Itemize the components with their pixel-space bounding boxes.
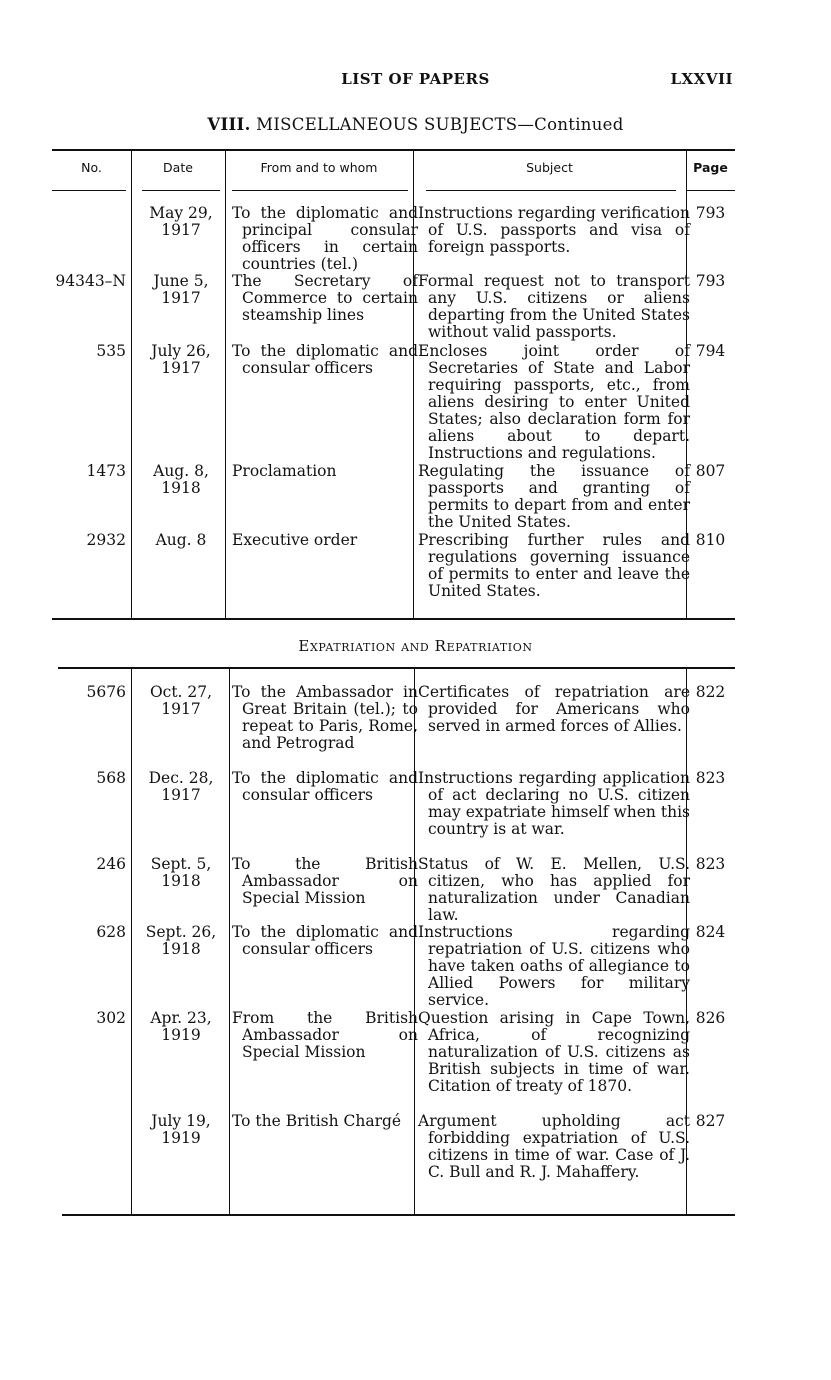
row-subject: Formal request not to transport any U.S. citizens or aliens departing from the United States without valid passports.	[418, 272, 690, 341]
section-name: MISCELLANEOUS SUBJECTS—Continued	[256, 115, 624, 134]
row-page: 823	[695, 855, 726, 873]
row-subject: Certificates of repatriation are provided for Americans who served in armed forces of Allies.	[418, 683, 690, 735]
row-date: July 19, 1919	[151, 1112, 211, 1147]
row-date: May 29, 1917	[149, 204, 213, 239]
row-date: Sept. 5, 1918	[150, 855, 212, 890]
column-header-date: Date	[163, 160, 193, 175]
row-date: Apr. 23, 1919	[150, 1009, 212, 1044]
section-number: VIII.	[207, 115, 251, 134]
column-divider	[229, 669, 230, 1214]
column-header-from-to: From and to whom	[260, 160, 378, 175]
row-from-to: To the Ambassador in Great Britain (tel.); to repeat to Paris, Rome, and Petrograd	[232, 683, 418, 752]
row-from-to: To the British Ambassador on Special Mission	[232, 855, 418, 907]
row-from-to: The Secretary of Commerce to certain steamship lines	[232, 272, 418, 324]
running-title: LIST OF PAPERS	[341, 70, 490, 88]
row-number: 535	[96, 342, 126, 360]
row-from-to: Executive order	[232, 531, 358, 549]
row-from-to: To the British Chargé	[232, 1112, 402, 1130]
row-number: 94343–N	[55, 272, 126, 290]
row-subject: Status of W. E. Mellen, U.S. citizen, who has applied for naturalization under Canadian law.	[418, 855, 690, 924]
header-rule	[232, 190, 408, 191]
row-from-to: Proclamation	[232, 462, 337, 480]
column-header-subject: Subject	[526, 160, 573, 175]
column-divider	[131, 151, 132, 618]
row-subject: Instructions regarding verification of U.S. passports and visa of foreign passports.	[418, 204, 690, 256]
row-page: 822	[695, 683, 726, 701]
section-title	[0, 115, 831, 134]
column-divider	[131, 669, 132, 1214]
row-subject: Encloses joint order of Secretaries of State and Labor requiring passports, etc., from aliens desiring to enter United States; also declaration form for aliens about to depart. Instructions and regulations.	[418, 342, 690, 462]
row-date: Dec. 28, 1917	[148, 769, 214, 804]
row-date: July 26, 1917	[151, 342, 211, 377]
running-header	[0, 70, 831, 94]
header-rule	[686, 190, 735, 191]
row-from-to: To the diplomatic and consular officers	[232, 923, 418, 958]
row-subject: Prescribing further rules and regulations governing issuance of permits to enter and leave the United States.	[418, 531, 690, 600]
row-number: 302	[96, 1009, 126, 1027]
table-top-rule	[52, 149, 735, 151]
row-date: Sept. 26, 1918	[145, 923, 217, 958]
row-from-to: To the diplomatic and principal consular officers in certain countries (tel.)	[232, 204, 418, 273]
row-date: Oct. 27, 1917	[149, 683, 213, 718]
row-page: 826	[695, 1009, 726, 1027]
row-date: Aug. 8, 1918	[153, 462, 209, 497]
row-number: 5676	[86, 683, 126, 701]
row-page: 793	[695, 272, 726, 290]
row-subject: Regulating the issuance of passports and granting of permits to depart from and enter the United States.	[418, 462, 690, 531]
header-rule	[426, 190, 676, 191]
column-divider	[225, 151, 226, 618]
column-header-page: Page	[693, 160, 728, 175]
row-subject: Instructions regarding application of act declaring no U.S. citizen may expatriate himself when this country is at war.	[418, 769, 690, 838]
column-header-no: No.	[81, 160, 102, 175]
header-rule	[52, 190, 126, 191]
table-top-rule	[58, 667, 735, 669]
row-number: 628	[96, 923, 126, 941]
table-bottom-rule	[52, 618, 735, 620]
row-subject: Question arising in Cape Town, Africa, of recognizing naturalization of U.S. citizens as British subjects in time of war. Citation of treaty of 1870.	[418, 1009, 690, 1095]
header-rule	[142, 190, 220, 191]
row-page: 794	[695, 342, 726, 360]
row-page: 824	[695, 923, 726, 941]
row-from-to: From the British Ambassador on Special Mission	[232, 1009, 418, 1061]
row-page: 807	[695, 462, 726, 480]
row-from-to: To the diplomatic and consular officers	[232, 769, 418, 804]
row-number: 2932	[86, 531, 126, 549]
row-page: 793	[695, 204, 726, 222]
row-page: 823	[695, 769, 726, 787]
row-number: 568	[96, 769, 126, 787]
row-subject: Argument upholding act forbidding expatriation of U.S. citizens in time of war. Case of J. C. Bull and R. J. Mahaffery.	[418, 1112, 690, 1181]
row-date: Aug. 8	[155, 531, 207, 549]
row-number: 1473	[86, 462, 126, 480]
subsection-title: Expatriation and Repatriation	[298, 637, 533, 655]
row-from-to: To the diplomatic and consular officers	[232, 342, 418, 377]
page-folio: LXXVII	[670, 70, 733, 88]
row-subject: Instructions regarding repatriation of U.S. citizens who have taken oaths of allegiance to Allied Powers for military service.	[418, 923, 690, 1009]
row-page: 827	[695, 1112, 726, 1130]
row-number: 246	[96, 855, 126, 873]
row-page: 810	[695, 531, 726, 549]
table-bottom-rule	[62, 1214, 735, 1216]
row-date: June 5, 1917	[153, 272, 209, 307]
